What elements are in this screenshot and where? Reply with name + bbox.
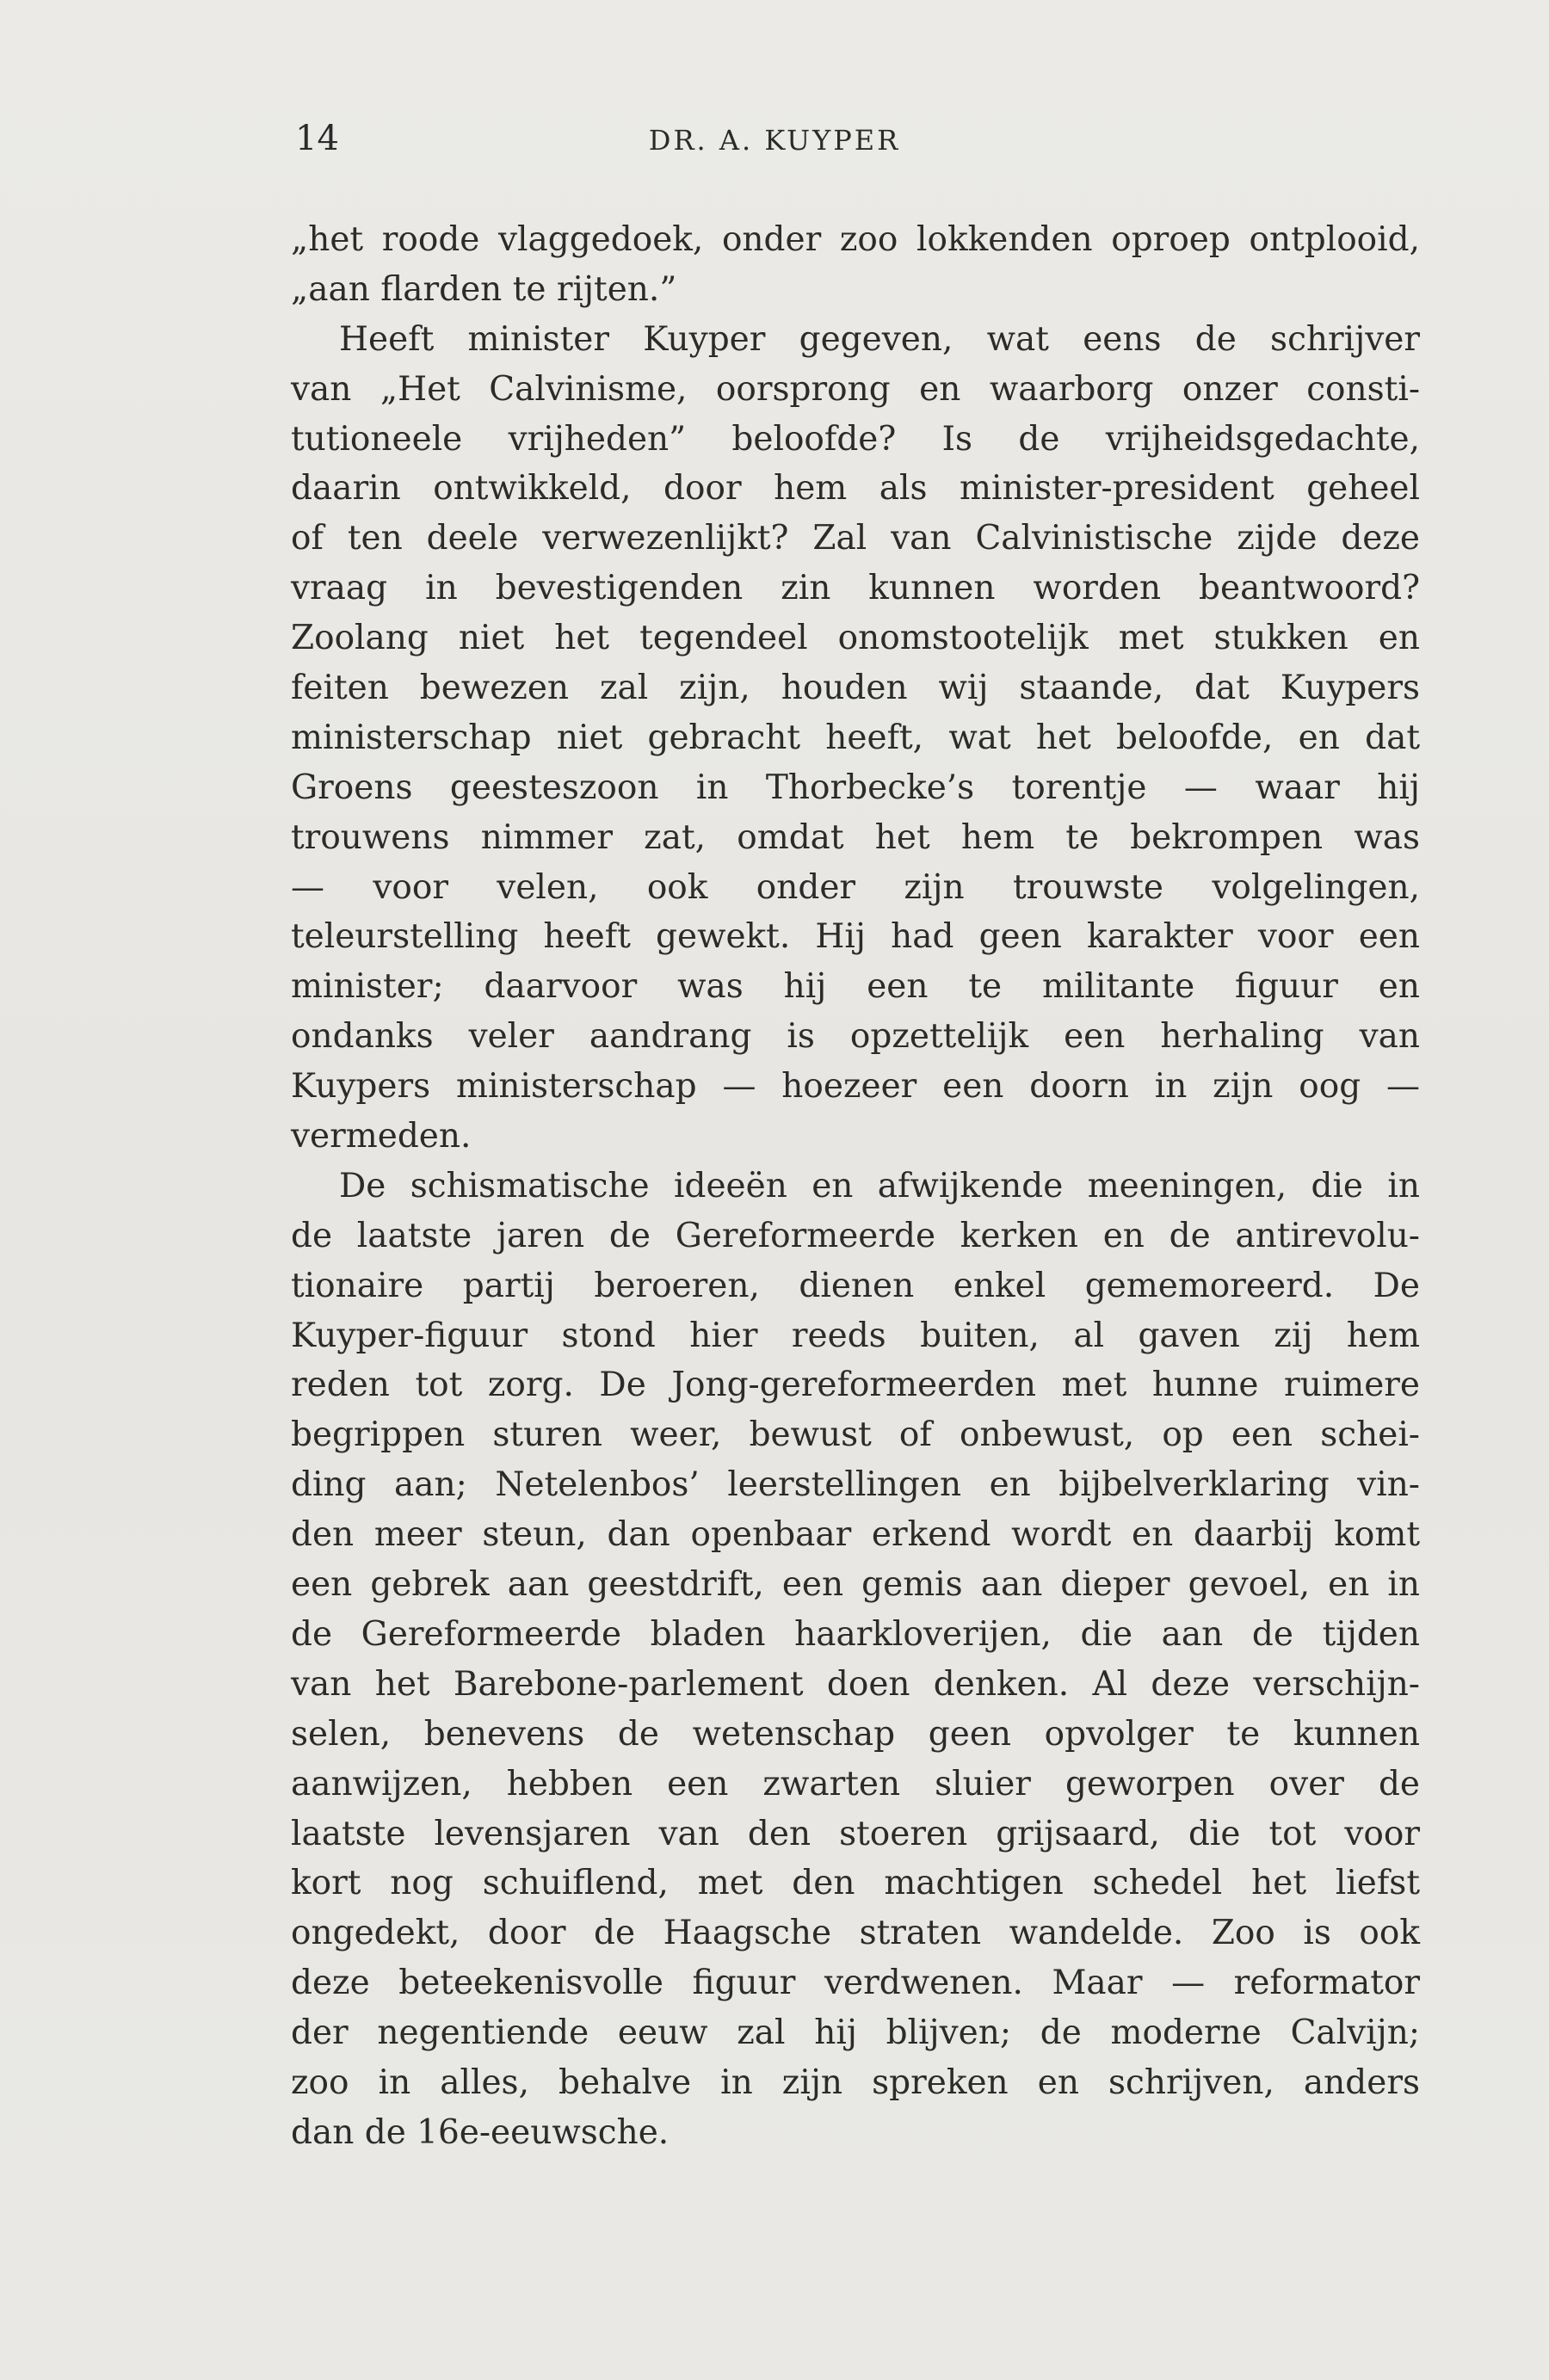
- text-line: ministerschap niet gebracht heeft, wat het beloofde, en dat: [291, 718, 1420, 757]
- text-line: kort nog schuiflend, met den machtigen schedel het liefst: [291, 1864, 1420, 1903]
- text-line: Zoolang niet het tegendeel onomstootelijk met stukken en: [291, 619, 1420, 658]
- text-line: tutioneele vrijheden” beloofde? Is de vrijheidsgedachte,: [291, 419, 1420, 459]
- text-line: Heeft minister Kuyper gegeven, wat eens de schrijver: [339, 319, 1420, 359]
- body-text: [291, 215, 1420, 2158]
- text-line: vraag in bevestigenden zin kunnen worden beantwoord?: [291, 569, 1420, 608]
- text-line: teleurstelling heeft gewekt. Hij had geen karakter voor een: [291, 917, 1420, 957]
- text-line: De schismatische ideeën en afwijkende meeningen, die in: [339, 1166, 1420, 1205]
- text-line: dan de 16e-eeuwsche.: [291, 2112, 670, 2152]
- text-line: laatste levensjaren van den stoeren grijsaard, die tot voor: [291, 1814, 1420, 1853]
- text-line: der negentiende eeuw zal hij blijven; de moderne Calvijn;: [291, 2013, 1420, 2053]
- text-line: Groens geesteszoon in Thorbecke’s torentje — waar hij: [291, 768, 1420, 807]
- text-line: van „Het Calvinisme, oorsprong en waarborg onzer consti-: [291, 369, 1420, 409]
- text-line: de Gereformeerde bladen haarkloverijen, die aan de tijden: [291, 1614, 1420, 1654]
- text-line: een gebrek aan geestdrift, een gemis aan dieper gevoel, en in: [291, 1565, 1420, 1605]
- text-line: „aan flarden te rijten.”: [291, 269, 677, 309]
- text-line: selen, benevens de wetenschap geen opvolger te kunnen: [291, 1714, 1420, 1754]
- text-line: ongedekt, door de Haagsche straten wandelde. Zoo is ook: [291, 1914, 1420, 1953]
- text-line: den meer steun, dan openbaar erkend wordt en daarbij komt: [291, 1515, 1420, 1555]
- text-line: deze beteekenisvolle figuur verdwenen. Maar — reformator: [291, 1964, 1420, 2003]
- text-line: van het Barebone-parlement doen denken. Al deze verschijn-: [291, 1664, 1420, 1704]
- text-line: de laatste jaren de Gereformeerde kerken en de antirevolu-: [291, 1216, 1420, 1255]
- text-line: vermeden.: [291, 1117, 472, 1156]
- page-number: 14: [295, 119, 339, 158]
- text-line: trouwens nimmer zat, omdat het hem te bekrompen was: [291, 817, 1420, 857]
- text-line: tionaire partij beroeren, dienen enkel gememoreerd. De: [291, 1266, 1420, 1305]
- text-line: Kuypers ministerschap — hoezeer een doorn in zijn oog —: [291, 1067, 1420, 1107]
- text-line: „het roode vlaggedoek, onder zoo lokkenden oproep ontplooid,: [291, 220, 1420, 259]
- text-line: minister; daarvoor was hij een te militante figuur en: [291, 967, 1420, 1007]
- text-line: reden tot zorg. De Jong-gereformeerden met hunne ruimere: [291, 1366, 1420, 1405]
- text-line: ding aan; Netelenbos’ leerstellingen en bijbelverklaring vin-: [291, 1465, 1420, 1505]
- text-line: begrippen sturen weer, bewust of onbewust, op een schei-: [291, 1415, 1420, 1455]
- text-line: Kuyper-figuur stond hier reeds buiten, al gaven zij hem: [291, 1316, 1420, 1355]
- text-line: feiten bewezen zal zijn, houden wij staande, dat Kuypers: [291, 669, 1420, 708]
- text-line: ondanks veler aandrang is opzettelijk een herhaling van: [291, 1017, 1420, 1057]
- text-line: of ten deele verwezenlijkt? Zal van Calvinistische zijde deze: [291, 519, 1420, 558]
- text-line: — voor velen, ook onder zijn trouwste volgelingen,: [291, 867, 1420, 907]
- text-line: daarin ontwikkeld, door hem als minister-president geheel: [291, 469, 1420, 509]
- text-line: aanwijzen, hebben een zwarten sluier geworpen over de: [291, 1764, 1420, 1803]
- running-head: DR. A. KUYPER: [648, 124, 901, 157]
- text-line: zoo in alles, behalve in zijn spreken en schrijven, anders: [291, 2062, 1420, 2102]
